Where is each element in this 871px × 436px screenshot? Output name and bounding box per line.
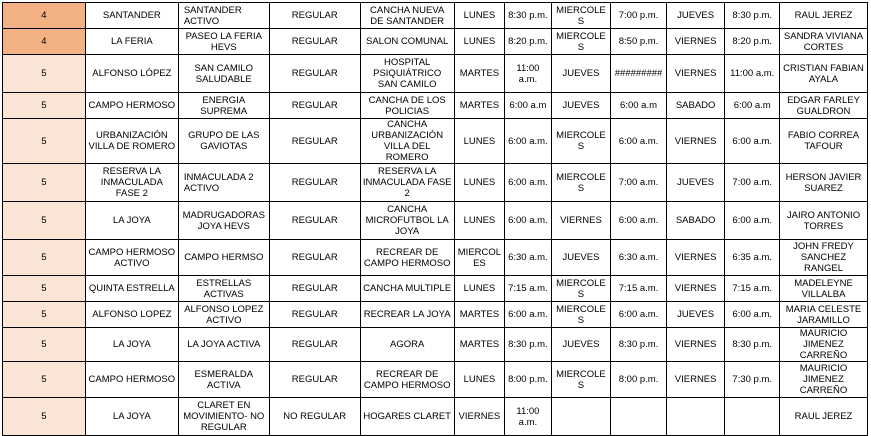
group-cell[interactable]: ESMERALDA ACTIVA [178, 362, 269, 398]
group-cell[interactable]: CAMPO HERMSO [178, 240, 269, 276]
time1-cell[interactable]: 6:30 a.m. [505, 240, 551, 276]
table-row [3, 55, 868, 93]
commune-cell[interactable]: 5 [3, 202, 86, 240]
time2-cell[interactable]: 8:30 p.m. [611, 328, 667, 362]
neighborhood-cell[interactable]: LA JOYA [85, 202, 178, 240]
time1-cell[interactable]: 8:00 p.m. [505, 362, 551, 398]
day1-cell[interactable]: MARTES [454, 93, 505, 119]
table-row [3, 302, 868, 328]
table-row [3, 362, 868, 398]
neighborhood-cell[interactable]: URBANIZACIÓN VILLA DE ROMERO [85, 119, 178, 164]
table-row [3, 202, 868, 240]
monitor-cell[interactable]: EDGAR FARLEY GUALDRON [780, 93, 868, 119]
neighborhood-cell[interactable]: LA JOYA [85, 398, 178, 436]
neighborhood-cell[interactable]: RESERVA LA INMACULADA FASE 2 [85, 164, 178, 202]
monitor-cell[interactable]: JAIRO ANTONIO TORRES [780, 202, 868, 240]
monitor-cell[interactable]: MARIA CELESTE JARAMILLO [780, 302, 868, 328]
time3-cell[interactable]: 7:30 p.m. [725, 362, 780, 398]
time1-cell[interactable]: 8:30 p.m. [505, 3, 551, 29]
place-cell[interactable]: HOSPITAL PSIQUIÁTRICO SAN CAMILO [360, 55, 454, 93]
time3-cell[interactable]: 6:35 a.m. [725, 240, 780, 276]
day3-cell[interactable]: JUEVES [666, 164, 725, 202]
day1-cell[interactable]: LUNES [454, 202, 505, 240]
table-row [3, 3, 868, 29]
neighborhood-cell[interactable]: ALFONSO LÓPEZ [85, 55, 178, 93]
place-cell[interactable]: CANCHA NUEVA DE SANTANDER [360, 3, 454, 29]
commune-cell[interactable]: 5 [3, 398, 86, 436]
status-cell[interactable]: NO REGULAR [269, 398, 360, 436]
schedule-table [2, 2, 868, 436]
time2-cell[interactable]: 6:30 a.m. [611, 240, 667, 276]
group-cell[interactable]: GRUPO DE LAS GAVIOTAS [178, 119, 269, 164]
place-cell[interactable]: RECREAR DE CAMPO HERMOSO [360, 362, 454, 398]
place-cell[interactable]: CANCHA MULTIPLE [360, 276, 454, 302]
place-cell[interactable]: HOGARES CLARET [360, 398, 454, 436]
day3-cell[interactable]: VIERNES [666, 55, 725, 93]
time1-cell[interactable]: 7:15 a.m. [505, 276, 551, 302]
day2-cell[interactable]: JUEVES [551, 240, 611, 276]
table-row [3, 164, 868, 202]
status-cell[interactable]: REGULAR [269, 302, 360, 328]
time1-cell[interactable]: 6:00 a.m [505, 93, 551, 119]
group-cell[interactable]: CLARET EN MOVIMIENTO- NO REGULAR [178, 398, 269, 436]
group-cell[interactable]: LA JOYA ACTIVA [178, 328, 269, 362]
time2-cell[interactable]: 6:00 a.m. [611, 119, 667, 164]
day2-cell[interactable]: MIERCOLES [551, 362, 611, 398]
place-cell[interactable]: CANCHA DE LOS POLICIAS [360, 93, 454, 119]
group-cell[interactable]: ALFONSO LOPEZ ACTIVO [178, 302, 269, 328]
monitor-cell[interactable]: FABIO CORREA TAFOUR [780, 119, 868, 164]
time1-cell[interactable]: 6:00 a.m. [505, 302, 551, 328]
time1-cell[interactable]: 11:00 a.m. [505, 55, 551, 93]
commune-cell[interactable]: 5 [3, 164, 86, 202]
time2-cell[interactable]: 7:00 a.m. [611, 164, 667, 202]
time2-cell[interactable]: 6:00 a.m. [611, 202, 667, 240]
day3-cell[interactable] [666, 398, 725, 436]
neighborhood-cell[interactable]: CAMPO HERMOSO [85, 362, 178, 398]
time2-cell[interactable]: 6:00 a.m [611, 93, 667, 119]
time2-cell[interactable]: 7:15 a.m. [611, 276, 667, 302]
day2-cell[interactable]: MIERCOLES [551, 3, 611, 29]
group-cell[interactable]: ESTRELLAS ACTIVAS [178, 276, 269, 302]
day2-cell[interactable]: MIERCOLES [551, 164, 611, 202]
day2-cell[interactable] [551, 398, 611, 436]
day2-cell[interactable]: MIERCOLES [551, 302, 611, 328]
table-row [3, 29, 868, 55]
day3-cell[interactable]: JUEVES [666, 302, 725, 328]
neighborhood-cell[interactable]: LA FERIA [85, 29, 178, 55]
time2-cell[interactable]: 8:50 p.m. [611, 29, 667, 55]
group-cell[interactable]: INMACULADA 2 ACTIVO [178, 164, 269, 202]
day2-cell[interactable]: VIERNES [551, 202, 611, 240]
place-cell[interactable]: SALON COMUNAL [360, 29, 454, 55]
neighborhood-cell[interactable]: CAMPO HERMOSO ACTIVO [85, 240, 178, 276]
day1-cell[interactable]: MARTES [454, 328, 505, 362]
neighborhood-cell[interactable]: LA JOYA [85, 328, 178, 362]
commune-cell[interactable]: 5 [3, 119, 86, 164]
group-cell[interactable]: ENERGIA SUPREMA [178, 93, 269, 119]
time2-cell[interactable]: 6:00 a.m. [611, 302, 667, 328]
monitor-cell[interactable]: CRISTIAN FABIAN AYALA [780, 55, 868, 93]
commune-cell[interactable]: 5 [3, 93, 86, 119]
status-cell[interactable]: REGULAR [269, 55, 360, 93]
time3-cell[interactable]: 11:00 a.m. [725, 55, 780, 93]
group-cell[interactable]: PASEO LA FERIA HEVS [178, 29, 269, 55]
monitor-cell[interactable]: MAURICIO JIMENEZ CARREÑO [780, 328, 868, 362]
time1-cell[interactable]: 6:00 a.m. [505, 119, 551, 164]
day1-cell[interactable]: VIERNES [454, 398, 505, 436]
monitor-cell[interactable]: MAURICIO JIMENEZ CARREÑO [780, 362, 868, 398]
day3-cell[interactable]: SABADO [666, 202, 725, 240]
group-cell[interactable]: SANTANDER ACTIVO [178, 3, 269, 29]
day1-cell[interactable]: LUNES [454, 119, 505, 164]
time3-cell[interactable]: 7:00 a.m. [725, 164, 780, 202]
table-row [3, 240, 868, 276]
place-cell[interactable]: CANCHA URBANIZACIÓN VILLA DEL ROMERO [360, 119, 454, 164]
time1-cell[interactable]: 8:30 p.m. [505, 328, 551, 362]
neighborhood-cell[interactable]: CAMPO HERMOSO [85, 93, 178, 119]
time1-cell[interactable]: 6:00 a.m. [505, 202, 551, 240]
day2-cell[interactable]: JUEVES [551, 55, 611, 93]
day3-cell[interactable]: VIERNES [666, 119, 725, 164]
commune-cell[interactable]: 5 [3, 328, 86, 362]
day2-cell[interactable]: MIERCOLES [551, 276, 611, 302]
status-cell[interactable]: REGULAR [269, 240, 360, 276]
commune-cell[interactable]: 5 [3, 362, 86, 398]
commune-cell[interactable]: 4 [3, 29, 86, 55]
day1-cell[interactable]: LUNES [454, 29, 505, 55]
status-cell[interactable]: REGULAR [269, 29, 360, 55]
day1-cell[interactable]: LUNES [454, 164, 505, 202]
status-cell[interactable]: REGULAR [269, 328, 360, 362]
place-cell[interactable]: CANCHA MICROFUTBOL LA JOYA [360, 202, 454, 240]
day1-cell[interactable]: LUNES [454, 362, 505, 398]
day1-cell[interactable]: MARTES [454, 55, 505, 93]
day2-cell[interactable]: JUEVES [551, 328, 611, 362]
table-row [3, 119, 868, 164]
status-cell[interactable]: REGULAR [269, 362, 360, 398]
monitor-cell[interactable]: MADELEYNE VILLALBA [780, 276, 868, 302]
place-cell[interactable]: RESERVA LA INMACULADA FASE 2 [360, 164, 454, 202]
commune-cell[interactable]: 5 [3, 240, 86, 276]
commune-cell[interactable]: 5 [3, 302, 86, 328]
day3-cell[interactable]: VIERNES [666, 328, 725, 362]
day1-cell[interactable]: LUNES [454, 276, 505, 302]
time3-cell[interactable]: 8:30 p.m. [725, 3, 780, 29]
status-cell[interactable]: REGULAR [269, 119, 360, 164]
time3-cell[interactable]: 6:00 a.m. [725, 202, 780, 240]
time2-cell[interactable] [611, 398, 667, 436]
monitor-cell[interactable]: SANDRA VIVIANA CORTES [780, 29, 868, 55]
commune-cell[interactable]: 4 [3, 3, 86, 29]
day1-cell[interactable]: MIERCOLES [454, 240, 505, 276]
time3-cell[interactable] [725, 398, 780, 436]
group-cell[interactable]: SAN CAMILO SALUDABLE [178, 55, 269, 93]
time3-cell[interactable]: 8:30 p.m. [725, 328, 780, 362]
table-row [3, 328, 868, 362]
time3-cell[interactable]: 6:00 a.m. [725, 302, 780, 328]
group-cell[interactable]: MADRUGADORAS JOYA HEVS [178, 202, 269, 240]
commune-cell[interactable]: 5 [3, 55, 86, 93]
place-cell[interactable]: RECREAR DE CAMPO HERMOSO [360, 240, 454, 276]
status-cell[interactable]: REGULAR [269, 3, 360, 29]
table-row [3, 276, 868, 302]
day3-cell[interactable]: VIERNES [666, 276, 725, 302]
status-cell[interactable]: REGULAR [269, 202, 360, 240]
day1-cell[interactable]: LUNES [454, 3, 505, 29]
schedule-body [3, 3, 868, 436]
neighborhood-cell[interactable]: SANTANDER [85, 3, 178, 29]
day3-cell[interactable]: JUEVES [666, 3, 725, 29]
table-row [3, 93, 868, 119]
neighborhood-cell[interactable]: QUINTA ESTRELLA [85, 276, 178, 302]
day1-cell[interactable]: MARTES [454, 302, 505, 328]
monitor-cell[interactable]: HERSON JAVIER SUAREZ [780, 164, 868, 202]
day3-cell[interactable]: SABADO [666, 93, 725, 119]
place-cell[interactable]: AGORA [360, 328, 454, 362]
neighborhood-cell[interactable]: ALFONSO LOPEZ [85, 302, 178, 328]
monitor-cell[interactable]: JOHN FREDY SANCHEZ RANGEL [780, 240, 868, 276]
time3-cell[interactable]: 6:00 a.m [725, 93, 780, 119]
day3-cell[interactable]: VIERNES [666, 240, 725, 276]
time3-cell[interactable]: 7:15 a.m. [725, 276, 780, 302]
commune-cell[interactable]: 5 [3, 276, 86, 302]
table-row [3, 398, 868, 436]
day2-cell[interactable]: MIERCOLES [551, 119, 611, 164]
status-cell[interactable]: REGULAR [269, 276, 360, 302]
monitor-cell[interactable]: RAUL JEREZ [780, 398, 868, 436]
time1-cell[interactable]: 8:20 p.m. [505, 29, 551, 55]
status-cell[interactable]: REGULAR [269, 93, 360, 119]
place-cell[interactable]: RECREAR LA JOYA [360, 302, 454, 328]
day2-cell[interactable]: MIERCOLES [551, 29, 611, 55]
monitor-cell[interactable]: RAUL JEREZ [780, 3, 868, 29]
time2-cell[interactable]: 8:00 p.m. [611, 362, 667, 398]
time1-cell[interactable]: 6:00 a.m. [505, 164, 551, 202]
time3-cell[interactable]: 8:20 p.m. [725, 29, 780, 55]
time2-cell[interactable]: ######### [611, 55, 667, 93]
status-cell[interactable]: REGULAR [269, 164, 360, 202]
day2-cell[interactable]: JUEVES [551, 93, 611, 119]
time3-cell[interactable]: 6:00 a.m. [725, 119, 780, 164]
day3-cell[interactable]: VIERNES [666, 362, 725, 398]
time1-cell[interactable]: 11:00 a.m. [505, 398, 551, 436]
day3-cell[interactable]: VIERNES [666, 29, 725, 55]
time2-cell[interactable]: 7:00 p.m. [611, 3, 667, 29]
